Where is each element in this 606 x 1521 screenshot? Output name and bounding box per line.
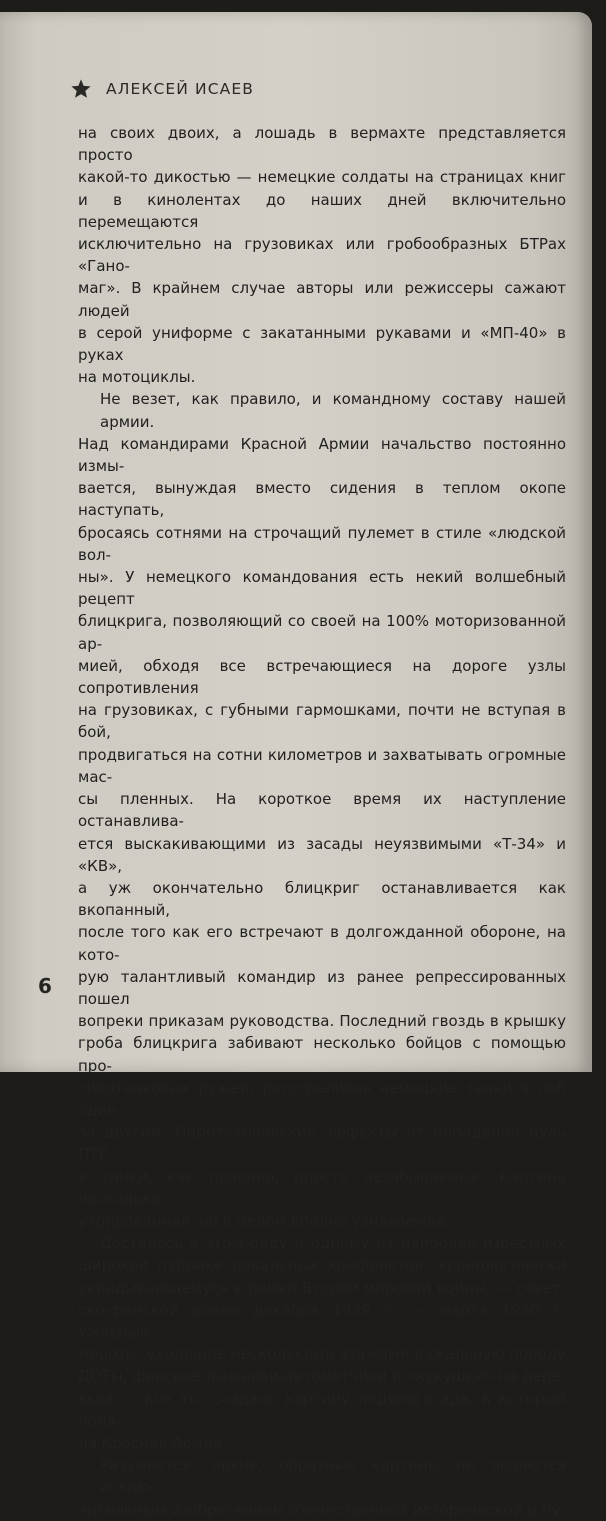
text-line: какой-то дикостью — немецкие солдаты на страницах книг — [78, 168, 566, 187]
text-line: блицкрига, позволяющий со своей на 100% моторизованной ар- — [78, 612, 566, 653]
paragraph — [78, 122, 566, 388]
text-line: на мотоциклы. — [78, 368, 196, 387]
text-line: маг». В крайнем случае авторы или режиссеры сажают людей — [78, 279, 566, 320]
running-header — [70, 78, 254, 100]
text-line: вается, вынуждая вместо сидения в теплом окопе наступать, — [78, 479, 566, 520]
text-line: вьях — все это создало картину ледяного ада, в который попа- — [78, 1389, 566, 1430]
text-line: мией, обходя все встречающиеся на дороге узлы сопротивления — [78, 656, 566, 698]
text-line: Досталось в этом ряду и одному из наиболее известных — [100, 1234, 566, 1253]
text-line: Над командирами Красной Армии начальство постоянно измы- — [78, 434, 566, 476]
text-line: широкой публике локальных конфликтов, хронологически — [78, 1256, 566, 1275]
text-line: морозы, уходящие несколькими этажами в скальную породу — [78, 1345, 566, 1364]
paragraph — [78, 1454, 566, 1521]
paragraph — [78, 388, 566, 1232]
text-line: вопреки приказам руководства. Последний гвоздь в крышку — [78, 1012, 566, 1031]
text-line: ется выскакивающими из засады неуязвимыми «Т-34» и «КВ», — [78, 834, 566, 875]
body-text — [78, 122, 566, 1521]
author-name: АЛЕКСЕЙ ИСАЕВ — [106, 80, 254, 98]
text-line: ско-финской войне декабря 1939 г. — марта 1940 г. Ужасные — [78, 1300, 566, 1341]
text-line: Не везет, как правило, и командному составу нашей армии. — [100, 390, 566, 431]
text-line: гроба блицкрига забивают несколько бойцов с помощью про- — [78, 1034, 566, 1075]
text-line: и в кинолентах до наших дней включительно перемещаются — [78, 190, 566, 231]
text-line: на грузовиках, с губными гармошками, почти не вступая в бой, — [78, 701, 566, 742]
text-line: Разумеется, яркие, образные картины не являются исклю- — [100, 1456, 566, 1497]
text-line: ла Красная Армия. — [78, 1433, 227, 1452]
star-icon — [70, 78, 92, 100]
paragraph — [78, 1232, 566, 1454]
text-line: ДОТы, финские лыжники-автоматчики и «кукушки» на дере- — [78, 1367, 566, 1386]
text-line: в серой униформе с закатанными рукавами и «МП-40» в руках — [78, 323, 566, 365]
text-line: исключительно на грузовиках или гробообразных БТРах «Гано- — [78, 235, 566, 276]
text-line: а уж окончательно блицкриг останавливается как вкопанный, — [78, 878, 566, 920]
text-line: укладывающемуся в рамки Второй мировой войны, — совет- — [78, 1278, 566, 1297]
text-line: утрированная, но в целом вполне узнаваемая. — [78, 1211, 450, 1230]
book-page — [0, 12, 592, 1519]
text-line: рую талантливый командир из ранее репрессированных пошел — [78, 967, 566, 1008]
text-line: за другим. Пиротехнические эффекты от попаданий пуль ПТР — [78, 1123, 566, 1164]
text-line: продвигаться на сотни километров и захватывать огромные мас- — [78, 745, 566, 786]
text-line: в танки, как правило, просто незабываемые. Картина несколько — [78, 1167, 566, 1208]
page-number: 6 — [38, 974, 52, 998]
text-line: после того как его встречают в долгожданной обороне, на кото- — [78, 923, 566, 964]
text-line: тивотанковых ружей, расстреливая немецкие танки в лоб один — [78, 1078, 566, 1119]
text-line: на своих двоих, а лошадь в вермахте представляется просто — [78, 124, 566, 165]
text-line: бросаясь сотнями на строчащий пулемет в стиле «людской вол- — [78, 523, 566, 564]
text-line: чительным изобретением отечественной исторической и пу- — [78, 1500, 566, 1519]
text-line: сы пленных. На короткое время их наступление останавлива- — [78, 790, 566, 831]
text-line: ны». У немецкого командования есть некий волшебный рецепт — [78, 568, 566, 609]
